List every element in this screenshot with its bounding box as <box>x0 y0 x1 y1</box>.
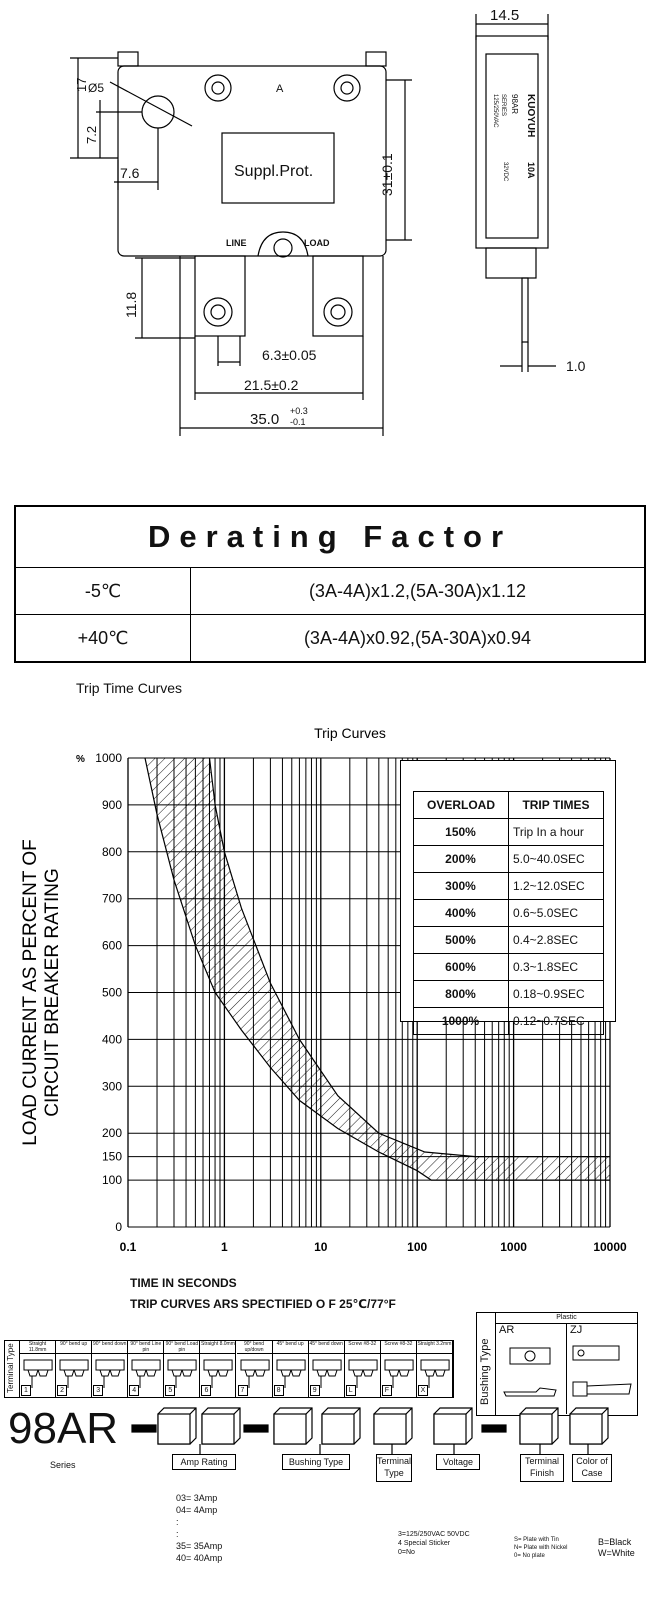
y-tick-label: 500 <box>101 985 122 1000</box>
bushing-ar: AR <box>499 1324 515 1336</box>
terminal-option <box>20 1341 56 1397</box>
terminal-option-number: X <box>418 1385 428 1396</box>
trip-time-cell: 0.12~0.7SEC <box>509 1008 604 1035</box>
terminal-option-name: Straight 8.0mm <box>200 1341 235 1354</box>
terminal-option-number: 6 <box>201 1385 211 1396</box>
x-tick-label: 10000 <box>593 1240 627 1254</box>
table-row <box>414 1008 604 1035</box>
y-tick-label: 400 <box>101 1032 122 1047</box>
label-load: LOAD <box>304 238 330 248</box>
table-row <box>414 954 604 981</box>
ylabel-line: LOAD CURRENT AS PERCENT OF <box>20 839 41 1146</box>
y-tick-label: 100 <box>101 1173 122 1188</box>
terminal-type-label: Terminal Type <box>6 1343 15 1393</box>
suppl-prot: Suppl.Prot. <box>234 163 314 180</box>
table-row <box>414 873 604 900</box>
terminal-option-name: Straight 3.2mm <box>417 1341 452 1354</box>
dim-31: 31±0.1 <box>379 153 395 196</box>
section-title: Trip Time Curves <box>76 680 183 696</box>
side-rating: 125/250VAC <box>492 94 498 128</box>
y-tick-label: 900 <box>101 797 122 812</box>
y-tick-label: 800 <box>101 844 122 859</box>
dim-35-tol-bot: -0.1 <box>290 417 306 427</box>
terminal-option-number: L <box>346 1385 356 1396</box>
dim-21-5: 21.5±0.2 <box>244 377 299 393</box>
terminal-option-name: Screw #8-32 <box>381 1341 416 1354</box>
terminal-option-name: 90° bend down <box>92 1341 127 1354</box>
overload-cell: 600% <box>414 954 509 981</box>
voltage-list <box>398 1530 470 1557</box>
terminal-right <box>313 256 363 336</box>
terminal-option-number: 7 <box>238 1385 248 1396</box>
bushing-type-field-label: Bushing Type <box>282 1454 350 1470</box>
amp-rating-item: 03= 3Amp <box>176 1493 218 1503</box>
table-row <box>414 981 604 1008</box>
label-a: A <box>276 83 284 95</box>
derating-table <box>14 505 646 663</box>
trip-time-cell: 1.2~12.0SEC <box>509 873 604 900</box>
dim-35-tol-top: +0.3 <box>290 406 308 416</box>
derating-title: Derating Factor <box>15 506 645 568</box>
x-tick-label: 1000 <box>500 1240 527 1254</box>
terminal-option <box>273 1341 309 1397</box>
code-box <box>434 1408 472 1444</box>
color-of-case-label: Color of Case <box>572 1454 612 1482</box>
y-tick-label: 150 <box>101 1149 122 1164</box>
derating-factor: (3A-4A)x1.2,(5A-30A)x1.12 <box>191 568 646 615</box>
voltage-item: 0=No <box>398 1549 415 1556</box>
terminal-option <box>381 1341 417 1397</box>
terminal-option-number: 2 <box>57 1385 67 1396</box>
y-tick-label: 200 <box>101 1126 122 1141</box>
dim-1-0: 1.0 <box>566 358 586 374</box>
overload-cell: 300% <box>414 873 509 900</box>
terminal-option-number: 5 <box>165 1385 175 1396</box>
terminal-option-name: 45° bend up <box>273 1341 308 1354</box>
terminal-option <box>92 1341 128 1397</box>
overload-table <box>413 791 604 1035</box>
dim-7-6: 7.6 <box>120 165 140 181</box>
y-tick-label: 0 <box>115 1220 122 1234</box>
x-tick-label: 100 <box>407 1240 428 1254</box>
terminal-type-field-label: Terminal Type <box>376 1454 412 1482</box>
terminal-option-number: 3 <box>93 1385 103 1396</box>
color-item: B=Black <box>598 1537 632 1547</box>
terminal-option-name: 90° bend up <box>56 1341 91 1354</box>
code-box <box>374 1408 412 1444</box>
y-tick-label: 600 <box>101 938 122 953</box>
code-box <box>322 1408 360 1444</box>
terminal-type-strip <box>4 1340 454 1398</box>
trip-time-cell: 0.18~0.9SEC <box>509 981 604 1008</box>
trip-time-cell: 0.6~5.0SEC <box>509 900 604 927</box>
ylabel-line: CIRCUIT BREAKER RATING <box>42 868 63 1117</box>
x-tick-label: 1 <box>221 1240 228 1254</box>
terminal-option-name: Screw #8-32 <box>345 1341 380 1354</box>
overload-cell: 500% <box>414 927 509 954</box>
trip-times-header: TRIP TIMES <box>509 792 604 819</box>
side-brand: KUOYUH <box>525 94 536 138</box>
side-dc: 32VDC <box>502 162 508 182</box>
side-code: 10A <box>526 162 536 179</box>
terminal-finish-item: 0= No plate <box>514 1553 545 1559</box>
code-box <box>570 1408 608 1444</box>
terminal-option <box>345 1341 381 1397</box>
side-model: 98AR <box>510 94 519 115</box>
derating-factor: (3A-4A)x0.92,(5A-30A)x0.94 <box>191 615 646 663</box>
voltage-label: Voltage <box>436 1454 480 1470</box>
terminal-finish-item: N= Plate with Nickel <box>514 1545 568 1551</box>
chart-note: TRIP CURVES ARS SPECTIFIED O F 25℃/77°F <box>130 1297 396 1311</box>
x-tick-label: 0.1 <box>119 1240 137 1254</box>
technical-drawing <box>0 0 660 460</box>
terminal-option <box>128 1341 164 1397</box>
amp-rating-list <box>176 1492 222 1564</box>
y-tick-label: 300 <box>101 1079 122 1094</box>
screw-top-left <box>205 75 231 101</box>
derating-temp: -5℃ <box>15 568 191 615</box>
code-box <box>202 1408 240 1444</box>
terminal-finish-list <box>514 1536 568 1560</box>
terminal-option-name: 90° bend Line pin <box>128 1341 163 1354</box>
voltage-item: 4 Special Sticker <box>398 1540 451 1547</box>
top-tab-right <box>366 52 386 66</box>
table-row <box>414 927 604 954</box>
dim-35: 35.0 <box>250 411 280 428</box>
dim-d5: Ø5 <box>88 81 105 95</box>
terminal-option-number: 1 <box>21 1385 31 1396</box>
table-row <box>414 900 604 927</box>
amp-rating-item: 35= 35Amp <box>176 1541 223 1551</box>
table-row <box>15 568 645 615</box>
y-tick-label: 1000 <box>95 751 122 765</box>
terminal-option <box>200 1341 236 1397</box>
color-item: W=White <box>598 1548 635 1558</box>
code-box <box>158 1408 196 1444</box>
amp-rating-label: Amp Rating <box>172 1454 236 1470</box>
terminal-option-name: 90° bend up/down <box>237 1341 272 1354</box>
terminal-option <box>237 1341 273 1397</box>
y-unit-label: % <box>76 754 85 765</box>
terminal-option <box>417 1341 453 1397</box>
part-number-boxes <box>0 1400 660 1500</box>
series-label: Series <box>50 1460 76 1470</box>
table-row <box>414 819 604 846</box>
side-view <box>476 36 548 248</box>
part-model: 98AR <box>8 1404 119 1453</box>
table-row <box>15 615 645 663</box>
amp-rating-item: : <box>176 1517 179 1527</box>
amp-rating-item: 40= 40Amp <box>176 1553 223 1563</box>
color-of-case-list <box>598 1537 635 1559</box>
trip-time-cell: 0.3~1.8SEC <box>509 954 604 981</box>
dim-6-3: 6.3±0.05 <box>262 347 317 363</box>
label-line: LINE <box>226 238 247 248</box>
terminal-left <box>195 256 245 336</box>
overload-cell: 200% <box>414 846 509 873</box>
dim-11-8: 11.8 <box>123 291 139 318</box>
overload-cell: 1000% <box>414 1008 509 1035</box>
screw-top-right <box>334 75 360 101</box>
top-tab-left <box>118 52 138 66</box>
side-series: SERIES <box>500 94 506 117</box>
terminal-option <box>164 1341 200 1397</box>
chart-ylabel <box>20 839 63 1146</box>
dim-17: 17 <box>74 77 89 92</box>
bushing-type-label: Bushing Type <box>479 1338 491 1405</box>
amp-rating-item: 04= 4Amp <box>176 1505 218 1515</box>
code-box <box>274 1408 312 1444</box>
overload-header: OVERLOAD <box>414 792 509 819</box>
overload-cell: 400% <box>414 900 509 927</box>
terminal-option <box>309 1341 345 1397</box>
terminal-finish-item: S= Plate with Tin <box>514 1537 559 1543</box>
chart-title: Trip Curves <box>314 725 386 741</box>
voltage-item: 3=125/250VAC 50VDC <box>398 1531 470 1538</box>
terminal-option-name: 45° bend down <box>309 1341 344 1354</box>
trip-time-cell: Trip In a hour <box>509 819 604 846</box>
trip-time-cell: 0.4~2.8SEC <box>509 927 604 954</box>
table-row <box>414 846 604 873</box>
y-tick-label: 700 <box>101 891 122 906</box>
derating-temp: +40℃ <box>15 615 191 663</box>
terminal-option-number: 9 <box>310 1385 320 1396</box>
terminal-option-number: 8 <box>274 1385 284 1396</box>
dim-7-2: 7.2 <box>84 125 99 144</box>
overload-cell: 150% <box>414 819 509 846</box>
bushing-zj: ZJ <box>570 1324 583 1336</box>
x-tick-label: 10 <box>314 1240 328 1254</box>
bushing-plastic-label: Plastic <box>496 1313 637 1324</box>
trip-time-cell: 5.0~40.0SEC <box>509 846 604 873</box>
terminal-option-name: 90° bend Load pin <box>165 1341 199 1353</box>
chart-xlabel: TIME IN SECONDS <box>130 1276 237 1290</box>
dim-14-5: 14.5 <box>490 7 520 24</box>
overload-cell: 800% <box>414 981 509 1008</box>
terminal-option <box>56 1341 92 1397</box>
terminal-option-number: F <box>382 1385 392 1396</box>
bushing-hole <box>142 96 174 128</box>
terminal-option-name: Straight 11.8mm <box>20 1341 55 1354</box>
terminal-option-number: 4 <box>129 1385 139 1396</box>
terminal-finish-label: Terminal Finish <box>520 1454 564 1482</box>
code-box <box>520 1408 558 1444</box>
amp-rating-item: : <box>176 1529 179 1539</box>
